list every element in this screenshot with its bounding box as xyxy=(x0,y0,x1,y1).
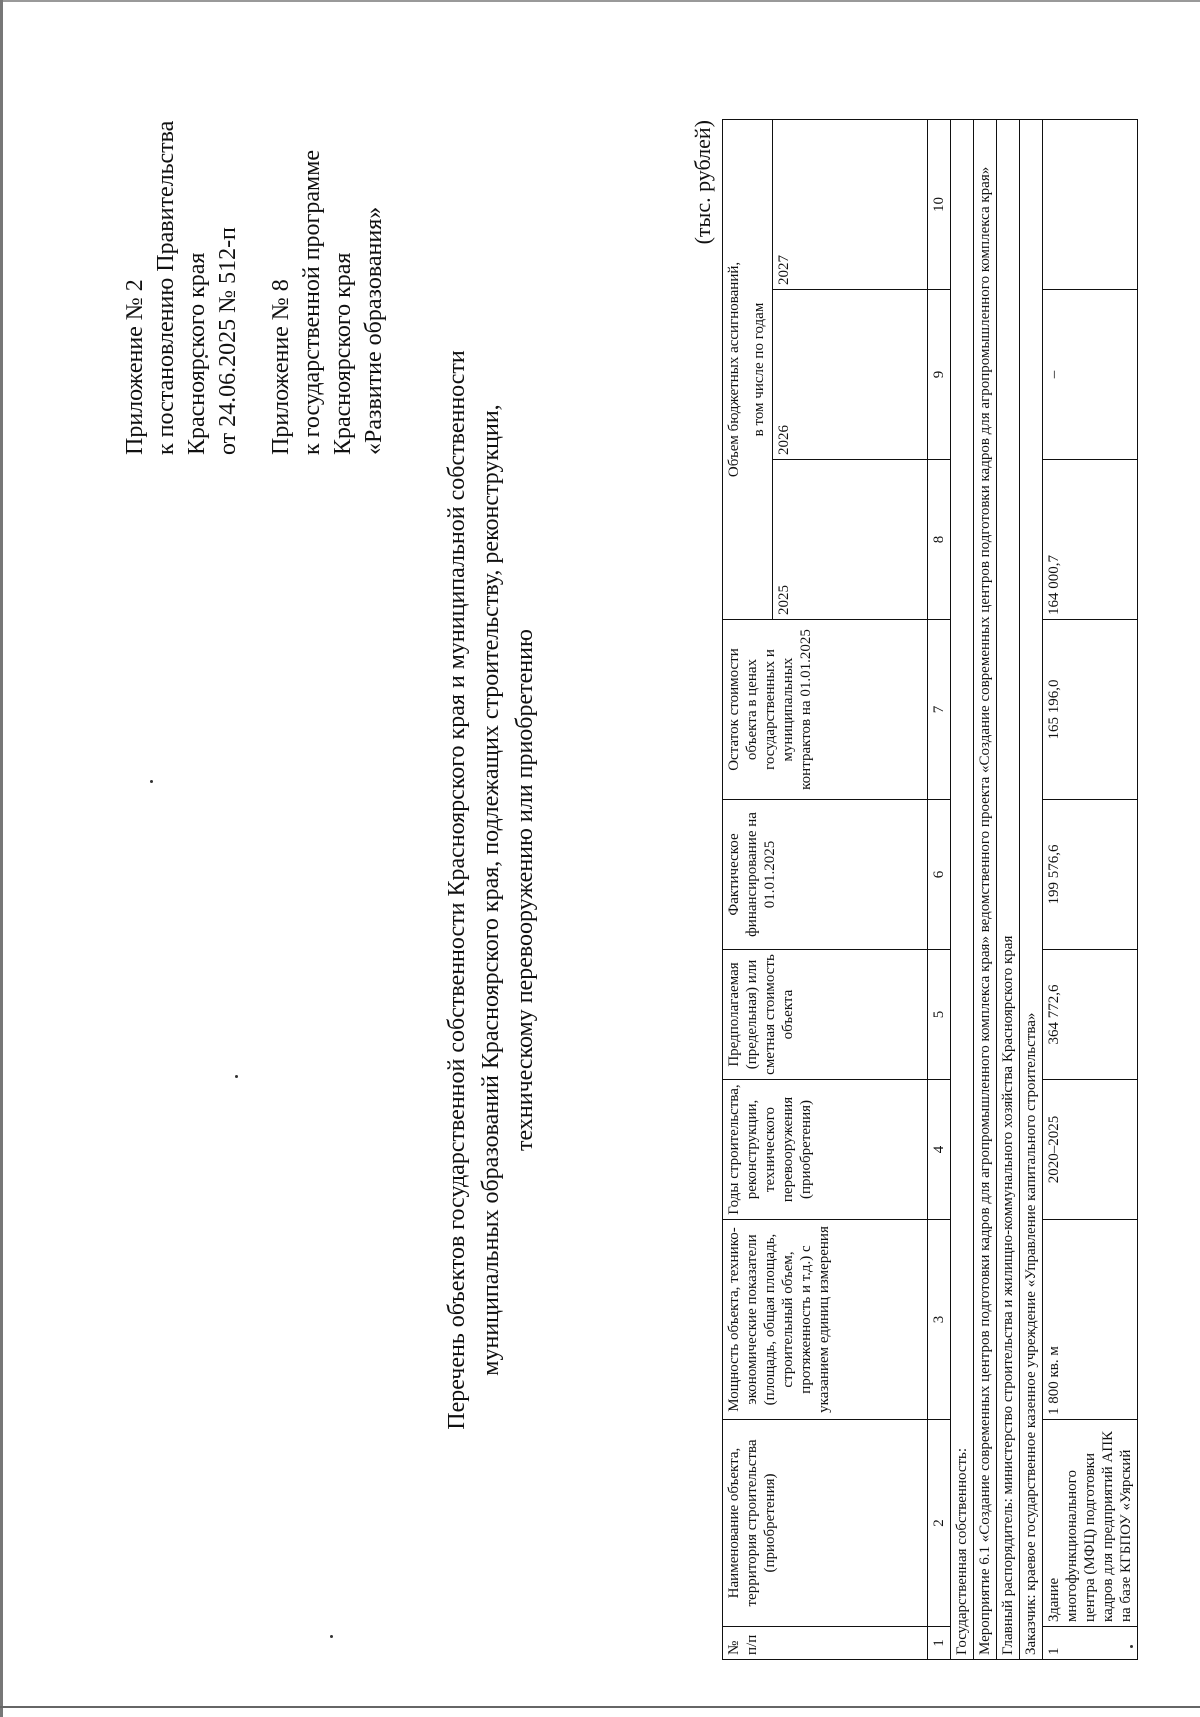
document-title xyxy=(440,120,542,1660)
appendix-line: «Развитие образования» xyxy=(361,206,387,455)
title-line: Перечень объектов государственной собственности Красноярского края и муниципальной собственности xyxy=(444,350,470,1430)
column-number: 1 xyxy=(928,1627,951,1660)
section-text: Главный распорядитель: министерство строительства и жилищно-коммунального хозяйства Красноярского края xyxy=(997,120,1020,1660)
scan-edge-left xyxy=(0,0,3,1717)
cell-actual: 199 576,6 xyxy=(1043,800,1138,950)
scan-edge-bottom xyxy=(0,1706,1200,1708)
section-row xyxy=(997,120,1020,1660)
header-year-2025: 2025 xyxy=(773,460,928,620)
section-text: Государственная собственность: xyxy=(951,120,974,1660)
header-budget: Объем бюджетных ассигнований, xyxy=(723,120,748,620)
appendix-line: Красноярского края xyxy=(184,252,210,455)
column-number: 6 xyxy=(928,800,951,950)
column-number-row xyxy=(928,120,951,1660)
section-row xyxy=(1020,120,1043,1660)
cell-years: 2020–2025 xyxy=(1043,1080,1138,1220)
unit-note: (тыс. рублей) xyxy=(690,120,715,245)
column-number: 10 xyxy=(928,120,951,290)
section-row xyxy=(951,120,974,1660)
appendix-line: Приложение № 8 xyxy=(268,279,294,455)
column-number: 5 xyxy=(928,950,951,1080)
cell-name: Здание многофункционального центра (МФЦ) подготовки кадров для предприятий АПК на базе КГБПОУ «Уярский xyxy=(1043,1420,1138,1627)
section-text: Мероприятие 6.1 «Создание современных центров подготовки кадров для агропромышленного комплекса края» ведомственного проекта «Создание современных центров подготовки кадров для агропромышленного комплекса края» xyxy=(974,120,997,1660)
column-number: 8 xyxy=(928,460,951,620)
table-header-row xyxy=(723,120,748,1660)
appendix-line: Красноярского края xyxy=(330,252,356,455)
appendix-line: к государственной программе xyxy=(299,149,325,455)
cell-num: 1 xyxy=(1043,1627,1138,1660)
rotated-document-sheet xyxy=(110,100,1150,1680)
cell-2027 xyxy=(1043,120,1138,290)
header-year-2027: 2027 xyxy=(773,120,928,290)
header-actual: Фактическое финансирование на 01.01.2025 xyxy=(723,800,928,950)
section-text: Заказчик: краевое государственное казенное учреждение «Управление капитального строительства» xyxy=(1020,120,1043,1660)
header-budget-sub: в том числе по годам xyxy=(748,120,773,620)
appendix-line: к постановлению Правительства xyxy=(153,120,179,455)
cell-cost: 364 772,6 xyxy=(1043,950,1138,1080)
header-years: Годы строительства, реконструкции, технического перевооружения (приобретения) xyxy=(723,1080,928,1220)
header-name: Наименование объекта, территория строительства (приобретения) xyxy=(723,1420,928,1627)
cell-2026: – xyxy=(1043,290,1138,460)
column-number: 7 xyxy=(928,620,951,800)
appendix-line: Приложение № 2 xyxy=(122,279,148,455)
cell-capacity: 1 800 кв. м xyxy=(1043,1220,1138,1420)
column-number: 9 xyxy=(928,290,951,460)
objects-table xyxy=(722,119,1138,1660)
column-number: 3 xyxy=(928,1220,951,1420)
section-row xyxy=(974,120,997,1660)
title-line: техническому перевооружению или приобретению xyxy=(512,629,538,1151)
appendix-line: от 24.06.2025 № 512-п xyxy=(215,227,241,455)
header-remainder: Остаток стоимости объекта в ценах государственных и муниципальных контрактов на 01.01.2025 xyxy=(723,620,928,800)
column-number: 4 xyxy=(928,1080,951,1220)
appendix-block xyxy=(120,110,390,455)
header-year-2026: 2026 xyxy=(773,290,928,460)
cell-remainder: 165 196,0 xyxy=(1043,620,1138,800)
column-number: 2 xyxy=(928,1420,951,1627)
header-capacity: Мощность объекта, технико-экономические показатели (площадь, общая площадь, строительный объем, протяженность и т.д.) с указанием единиц измерения xyxy=(723,1220,928,1420)
header-num: № п/п xyxy=(723,1627,928,1660)
title-line: муниципальных образований Красноярского края, подлежащих строительству, реконструкции, xyxy=(478,404,504,1376)
cell-2025: 164 000,7 xyxy=(1043,460,1138,620)
table-row xyxy=(1043,120,1138,1660)
scan-edge-top xyxy=(0,0,1200,2)
header-cost: Предполагаемая (предельная) или сметная стоимость объекта xyxy=(723,950,928,1080)
